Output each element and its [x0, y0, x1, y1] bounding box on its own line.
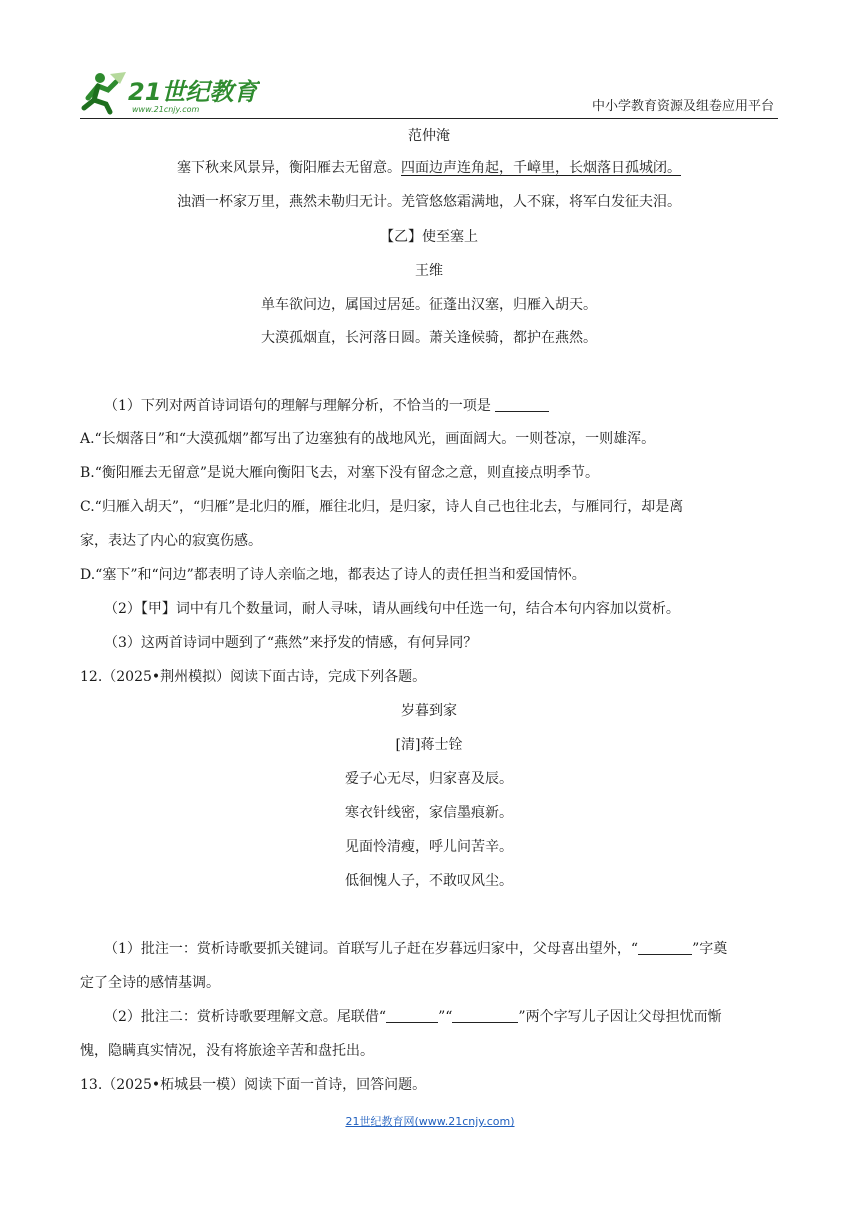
q11-sub2: （2）【甲】词中有几个数量词，耐人寻味，请从画线句中任选一句，结合本句内容加以赏析。: [104, 601, 680, 617]
poem-jia-line-1: [80, 158, 778, 178]
platform-name: 中小学教育资源及组卷应用平台: [591, 99, 774, 114]
q12-note2-line1: [80, 1007, 778, 1027]
q12-note2-text-b: ”“: [438, 1009, 453, 1025]
poem-yi-title: 【乙】使至塞上: [380, 229, 478, 245]
svg-text:www.21cnjy.com: www.21cnjy.com: [132, 105, 200, 114]
q12-note2-line2: 愧，隐瞒真实情况，没有将旅途辛苦和盘托出。: [80, 1043, 374, 1059]
q12-note1-text-a: （1）批注一：赏析诗歌要抓关键词。首联写儿子赶在岁暮远归家中，父母喜出望外，“: [104, 941, 639, 957]
q12-poem-line: 爱子心无尽，归家喜及辰。: [345, 771, 513, 787]
q12-note2-text-c: ”两个字写儿子因让父母担忧而惭: [518, 1009, 722, 1025]
q11-option-c-line2: 家，表达了内心的寂寞伤感。: [80, 533, 262, 549]
q11-sub3: （3）这两首诗词中题到了“燕然”来抒发的情感，有何异同？: [104, 635, 478, 651]
q12-stem: 12.（2025•荆州模拟）阅读下面古诗，完成下列各题。: [80, 669, 427, 685]
q11-option-d: D.“塞下”和“问边”都表明了诗人亲临之地，都表达了诗人的责任担当和爱国情怀。: [80, 567, 586, 583]
answer-blank[interactable]: [452, 1008, 518, 1023]
poem-yi-author: 王维: [415, 263, 443, 279]
q12-poem-line: 寒衣针线密，家信墨痕新。: [345, 805, 513, 821]
q12-note1-line1: [80, 939, 778, 959]
q12-note1-text-b: ”字奠: [692, 941, 728, 957]
q12-poem-line: 低徊愧人子，不敢叹风尘。: [345, 873, 513, 889]
svg-text:21世纪教育: 21世纪教育: [128, 78, 258, 106]
q11-sub1: [80, 396, 778, 416]
q11-option-c-line1: C.“归雁入胡天”，“归雁”是北归的雁，雁往北归，是归家，诗人自己也往北去，与雁同行，却是离: [80, 499, 684, 515]
footer-link[interactable]: 21世纪教育网(www.21cnjy.com): [345, 1115, 515, 1128]
poem-yi-line-1: 单车欲问边，属国过居延。征蓬出汉塞，归雁入胡天。: [261, 297, 597, 313]
q11-option-b: B.“衡阳雁去无留意”是说大雁向衡阳飞去，对塞下没有留念之意，则直接点明季节。: [80, 465, 600, 481]
q12-note1-line2: 定了全诗的感情基调。: [80, 975, 220, 991]
answer-blank[interactable]: [386, 1008, 438, 1023]
q12-poem-author: [清]蒋士铨: [395, 737, 463, 753]
q12-note2-text-a: （2）批注二：赏析诗歌要理解文意。尾联借“: [104, 1009, 387, 1025]
poem-jia-line-2: 浊酒一杯家万里，燕然未勒归无计。羌管悠悠霜满地，人不寐，将军白发征夫泪。: [177, 194, 681, 210]
q11-sub1-text: （1）下列对两首诗词语句的理解与理解分析，不恰当的一项是: [104, 398, 491, 414]
q13-stem: 13.（2025•柘城县一模）阅读下面一首诗，回答问题。: [80, 1077, 427, 1093]
q12-poem-title: 岁暮到家: [401, 703, 457, 719]
poem-jia-underlined-sentence: 四面边声连角起，千嶂里，长烟落日孤城闭。: [401, 160, 681, 176]
page-header: [80, 62, 778, 119]
answer-blank[interactable]: [638, 940, 692, 955]
site-logo[interactable]: [80, 68, 260, 116]
poem-yi-line-2: 大漠孤烟直，长河落日圆。萧关逢候骑，都护在燕然。: [261, 330, 597, 346]
q12-poem-line: 见面怜清瘦，呼儿问苦辛。: [345, 839, 513, 855]
poem-jia-author: 范仲淹: [408, 128, 450, 144]
q11-option-a: A.“长烟落日”和“大漠孤烟”都写出了边塞独有的战地风光，画面阔大。一则苍凉，一则雄浑。: [80, 431, 656, 447]
poem-jia-line-1-a: 塞下秋来风景异，衡阳雁去无留意。: [177, 160, 401, 176]
answer-blank[interactable]: [495, 397, 549, 412]
